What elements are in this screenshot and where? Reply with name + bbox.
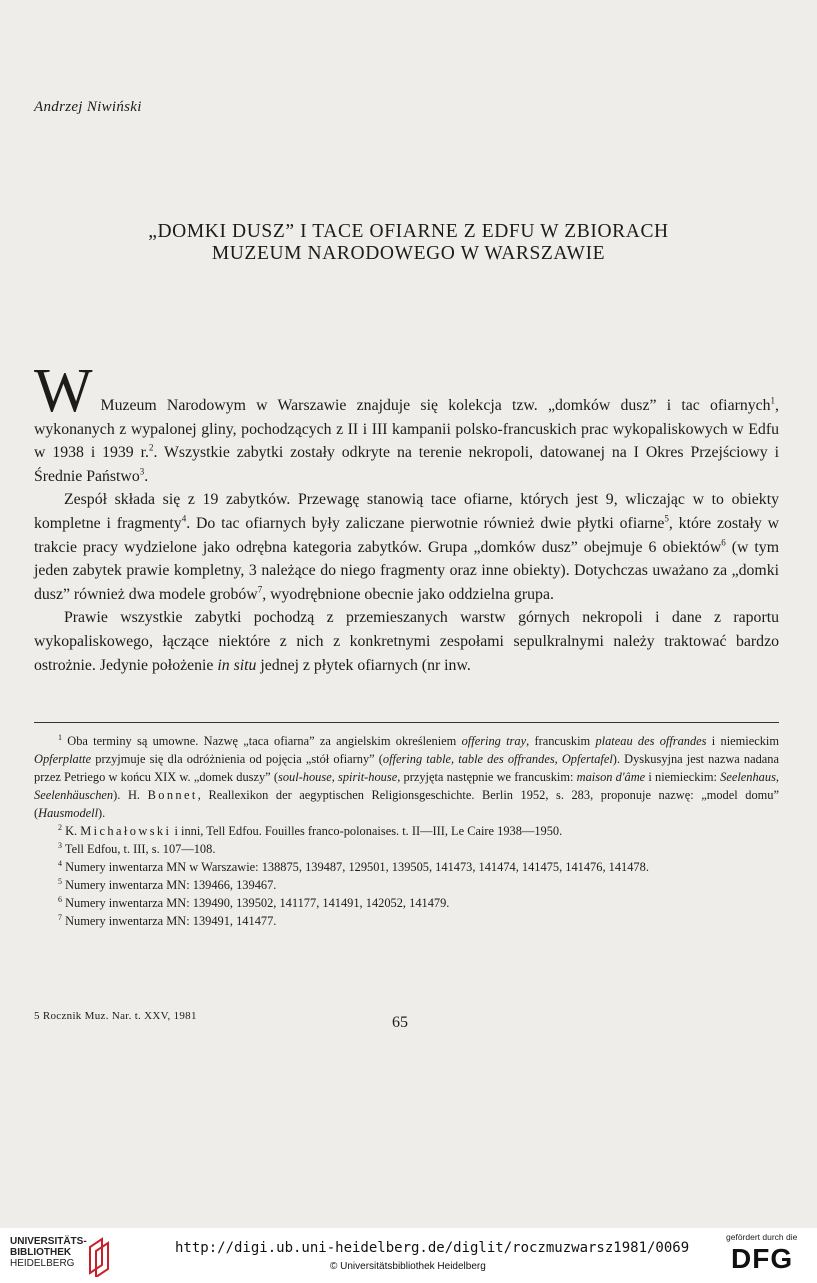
library-emblem-icon xyxy=(86,1233,112,1277)
footnote-ref: 6 xyxy=(721,537,726,548)
paragraph-2: Zespół składa się z 19 zabytków. Przewagę stanowią tace ofiarne, których jest 9, wliczając w to obiekty kompletne i fragmenty$^4$. Do tac ofiarnych były zaliczane pierwotnie również dwie płytki ofiarne$^5$, które zostały w trakcie pracy wydzielone jako odrębna kategoria zabytków. Grupa „domków dusz” obejmuje 6 obiektów$^6$ (w tym jeden zabytek prawie kompletny, 3 należące do niego fragmenty oraz inne obiekty). Dotychczas uważano za „domki dusz” również dwa modele grobów$^7$, wyodrębnione obecnie jako oddzielna grupa. xyxy=(34,491,779,603)
footnote-2: $^2$ K. Michałowski i inni, Tell Edfou. Fouilles franco-polonaises. t. II—III, Le Caire 1938—1950. xyxy=(58,822,563,838)
title-line-2: MUZEUM NARODOWEGO W WARSZAWIE xyxy=(211,243,606,264)
dfg-logo[interactable]: DFG xyxy=(731,1243,794,1274)
footnote-5: $^5$ Numery inwentarza MN: 139466, 139467. xyxy=(58,876,277,892)
footnote-ref: 4 xyxy=(181,513,187,524)
footnote-ref: 5 xyxy=(664,513,669,524)
paragraph-3: Prawie wszystkie zabytki pochodzą z przemieszanych warstw górnych nekropoli i dane z raportu wykopaliskowego, łączące niektóre z nich z konkretnymi zespołami sepulkralnymi należy traktować bardzo ostrożnie. Jedynie położenie in situ jednej z płytek ofiarnych (nr inw. xyxy=(34,609,779,674)
article-body xyxy=(34,358,779,677)
library-logo[interactable]: UNIVERSITÄTS- BIBLIOTHEK HEIDELBERG xyxy=(10,1236,87,1269)
journal-reference: 5 Rocznik Muz. Nar. t. XXV, 1981 xyxy=(34,1010,197,1022)
footnote-ref: 3 xyxy=(139,466,145,477)
footnote-4: $^4$ Numery inwentarza MN w Warszawie: 138875, 139487, 129501, 139505, 141473, 141474, 141475, 141476, 141478. xyxy=(58,858,649,874)
document-url-link[interactable]: http://digi.ub.uni-heidelberg.de/diglit/roczmuzwarsz1981/0069 xyxy=(175,1240,690,1256)
article-title xyxy=(40,221,777,265)
footnote-ref: 1 xyxy=(770,395,776,406)
footnote-7: $^7$ Numery inwentarza MN: 139491, 141477. xyxy=(58,912,277,928)
footnote-divider xyxy=(34,722,779,723)
footnotes xyxy=(34,732,779,930)
footnote-1: $^1$ Oba terminy są umowne. Nazwę „taca ofiarna” za angielskim określeniem offering tray, francuskim plateau des offrandes i niemieckim Opferplatte przyjmuje się dla odróżnienia od pojęcia „stół ofiarny” (offering table, table des offrandes, Opfertafel). Dyskusyjna jest nazwa nadana przez Petriego w końcu XIX w. „domek duszy” (soul-house, spirit-house, przyjęta następnie we francuskim: maison d'âme i niemieckim: Seelenhaus, Seelenhäuschen). H. Bonnet, Reallexikon der aegyptischen Religionsgeschichte. Berlin 1952, s. 283, proponuje nazwę: „model domu” (Hausmodell). xyxy=(34,732,779,820)
drop-cap: W xyxy=(34,357,93,425)
funding-note: gefördert durch die xyxy=(726,1232,798,1242)
title-line-1: „DOMKI DUSZ” I TACE OFIARNE Z EDFU W ZBIORACH xyxy=(148,221,669,242)
copyright-notice: © Universitätsbibliothek Heidelberg xyxy=(330,1261,486,1272)
page-number: 65 xyxy=(392,1014,408,1031)
library-footer-bar xyxy=(0,1228,817,1283)
footnote-ref: 2 xyxy=(148,442,154,453)
footnote-3: $^3$ Tell Edfou, t. III, s. 107—108. xyxy=(58,840,216,856)
author-name: Andrzej Niwiński xyxy=(34,99,142,115)
paragraph-1: W Muzeum Narodowym w Warszawie znajduje się kolekcja tzw. „domków dusz” i tac ofiarnych$^1$, wykonanych z wypalonej gliny, pochodzących z II i III kampanii polsko-francuskich prac wykopaliskowych w Edfu w 1938 i 1939 r.$^2$. Wszystkie zabytki zostały odkryte na terenie nekropoli, datowanej na I Okres Przejściowy i Średnie Państwo$^3$. xyxy=(34,357,779,485)
footnote-6: $^6$ Numery inwentarza MN: 139490, 139502, 141177, 141491, 142052, 141479. xyxy=(58,894,450,910)
footnote-ref: 7 xyxy=(257,584,263,595)
